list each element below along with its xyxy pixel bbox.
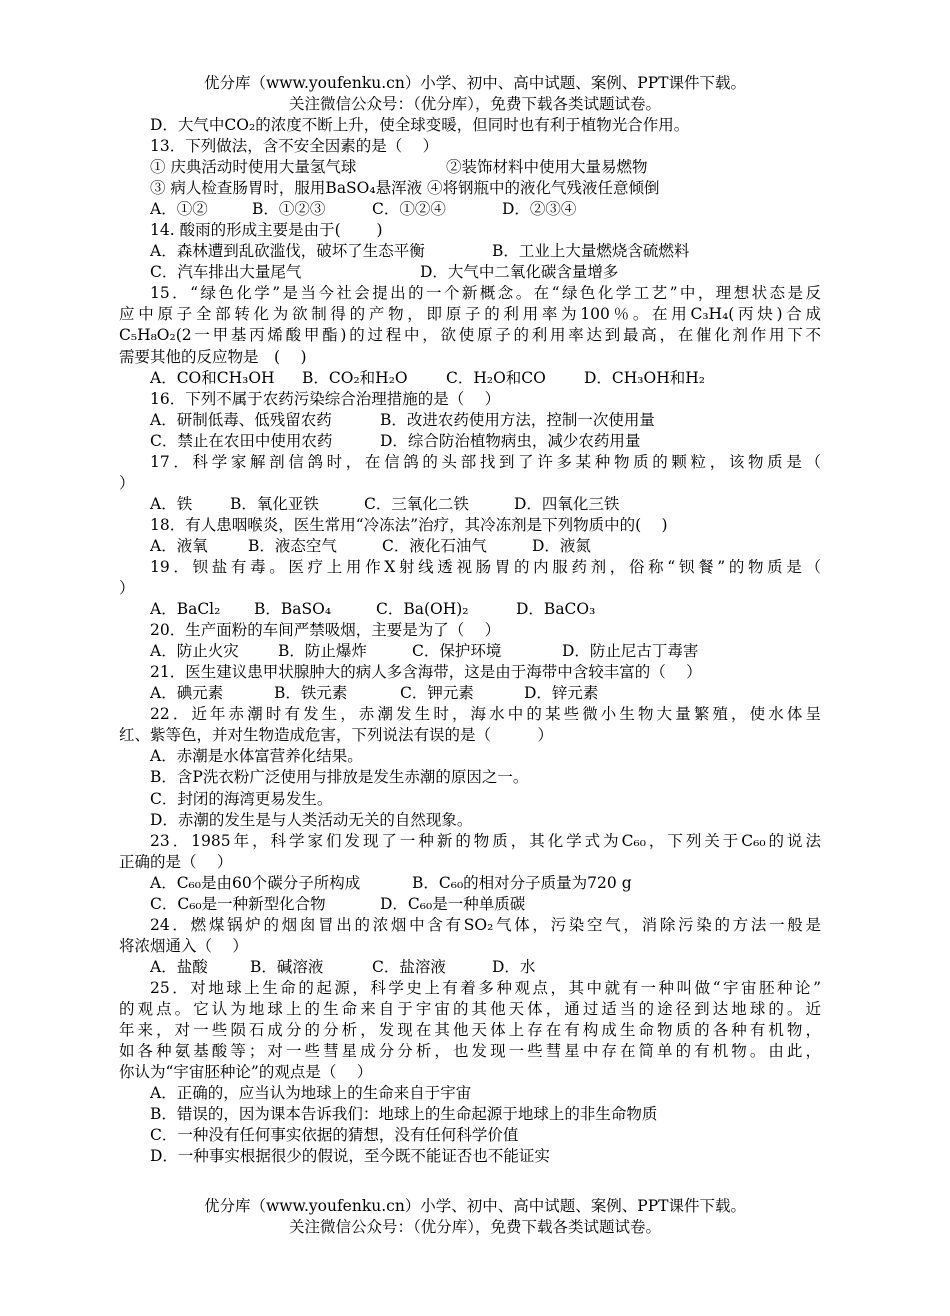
- q21-stem: 21．医生建议患甲状腺肿大的病人多含海带，这是由于海带中含较丰富的（ ）: [150, 663, 702, 682]
- q13-stem: 13．下列做法，含不安全因素的是（ ）: [150, 137, 439, 156]
- q23-line-1: 23．1985年，科学家们发现了一种新的物质，其化学式为C₆₀，下列关于C₆₀的说法: [150, 831, 821, 850]
- q25-line-2: 的观点。它认为地球上的生命来自于宇宙的其他天体，通过适当的途径到达地球的。近: [119, 999, 821, 1018]
- q14-option-d: D．大气中二氧化碳含量增多: [420, 263, 619, 282]
- q24-line-2: 将浓烟通入（ ）: [119, 936, 248, 955]
- q24-option-c: C．盐溶液: [372, 957, 446, 976]
- q24-line-1: 24．燃煤锅炉的烟囱冒出的浓烟中含有SO₂气体，污染空气，消除污染的方法一般是: [150, 915, 821, 934]
- q24-option-b: B．碱溶液: [250, 957, 324, 976]
- q15-options: [119, 368, 821, 389]
- q23-option-d: D．C₆₀是一种单质碳: [380, 894, 526, 913]
- q13-items-row1: [119, 157, 821, 178]
- q14-stem: 14. 酸雨的形成主要是由于( ): [150, 221, 383, 240]
- q19-option-d: D．BaCO₃: [516, 600, 596, 619]
- q14-option-b: B．工业上大量燃烧含硫燃料: [492, 242, 690, 261]
- q15-line-1: 15．“绿色化学”是当今社会提出的一个新概念。在“绿色化学工艺”中，理想状态是反: [150, 284, 821, 303]
- q23-option-a: A．C₆₀是由60个碳分子所构成: [150, 873, 361, 892]
- q20-options: [119, 641, 821, 662]
- q18-option-d: D．液氮: [532, 536, 591, 555]
- q19-option-a: A．BaCl₂: [150, 600, 221, 619]
- q22-option-a: A．赤潮是水体富营养化结果。: [150, 747, 363, 766]
- q14-option-a: A．森林遭到乱砍滥伐，破坏了生态平衡: [150, 242, 425, 261]
- q15-line-3: C₅H₈O₂(2一甲基丙烯酸甲酯)的过程中，欲使原子的利用率达到最高，在催化剂作用下不: [119, 326, 821, 345]
- q13-option-d: D．②③④: [502, 200, 577, 219]
- q17-option-b: B．氧化亚铁: [230, 494, 319, 513]
- q13-items-row2: [119, 178, 821, 199]
- q17-option-c: C．三氧化二铁: [364, 494, 469, 513]
- q25-line-3: 年来，对一些陨石成分的分析，发现在其他天体上存在有构成生命物质的各种有机物，: [119, 1021, 821, 1040]
- q20-option-c: C．保护环境: [412, 642, 502, 661]
- q19-line-1: 19．钡盐有毒。医疗上用作X射线透视肠胃的内服药剂，俗称“钡餐”的物质是（: [150, 557, 821, 576]
- q16-options-row2: [119, 431, 821, 452]
- q13-options: [119, 199, 821, 220]
- q16-option-b: B．改进农药使用方法，控制一次使用量: [380, 410, 655, 429]
- q13-option-c: C．①②④: [372, 200, 446, 219]
- q20-option-a: A．防止火灾: [150, 642, 239, 661]
- q17-options: [119, 494, 821, 515]
- q19-option-c: C．Ba(OH)₂: [376, 600, 469, 619]
- q25-line-1: 25．对地球上生命的起源，科学史上有着多种观点，其中就有一种叫做“宇宙胚种论”: [150, 978, 821, 997]
- q17-option-a: A．铁: [150, 494, 193, 513]
- q25-option-b: B．错误的，因为课本告诉我们：地球上的生命起源于地球上的非生命物质: [150, 1105, 658, 1124]
- q24-option-a: A．盐酸: [150, 957, 208, 976]
- q25-option-d: D．一种事实根据很少的假说，至今既不能证否也不能证实: [150, 1147, 550, 1166]
- q17-line-2: ）: [119, 473, 135, 492]
- q15-option-d: D．CH₃OH和H₂: [584, 368, 705, 387]
- q20-option-d: D．防止尼古丁毒害: [562, 642, 699, 661]
- q19-options: [119, 599, 821, 620]
- q16-option-c: C．禁止在农田中使用农药: [150, 431, 333, 450]
- q21-option-d: D．锌元素: [524, 684, 599, 703]
- q19-option-b: B．BaSO₄: [254, 600, 332, 619]
- question-body: [119, 115, 821, 1167]
- footer-line-2: 关注微信公众号：（优分库），免费下载各类试题试卷。: [288, 1218, 661, 1236]
- q18-option-c: C．液化石油气: [382, 536, 487, 555]
- q13-option-b: B．①②③: [252, 200, 326, 219]
- q16-stem: 16．下列不属于农药污染综合治理措施的是（ ）: [150, 389, 501, 408]
- q17-option-d: D．四氧化三铁: [514, 494, 620, 513]
- q15-option-c: C．H₂O和CO: [446, 368, 546, 387]
- q22-option-b: B．含P洗衣粉广泛使用与排放是发生赤潮的原因之一。: [150, 768, 529, 787]
- q23-options-row1: [119, 873, 821, 894]
- q16-options-row1: [119, 410, 821, 431]
- q14-options-row2: [119, 262, 821, 283]
- q18-stem: 18．有人患咽喉炎，医生常用“冷冻法”治疗，其冷冻剂是下列物质中的( ): [150, 515, 668, 534]
- q21-option-b: B．铁元素: [274, 684, 348, 703]
- q23-options-row2: [119, 894, 821, 915]
- q18-option-a: A．液氧: [150, 536, 208, 555]
- q25-line-4: 如各种氨基酸等；对一些彗星成分分析，也发现一些彗星中存在简单的有机物。由此，: [119, 1042, 821, 1061]
- q25-option-c: C．一种没有任何事实依据的猜想，没有任何科学价值: [150, 1126, 519, 1145]
- q24-option-d: D．水: [492, 957, 536, 976]
- q17-line-1: 17．科学家解剖信鸽时，在信鸽的头部找到了许多某种物质的颗粒，该物质是（: [150, 452, 821, 471]
- q22-option-c: C．封闭的海湾更易发生。: [150, 789, 333, 808]
- q18-options: [119, 536, 821, 557]
- q22-line-2: 红、紫等色，并对生物造成危害，下列说法有误的是（ ）: [119, 726, 554, 745]
- q21-option-a: A．碘元素: [150, 684, 224, 703]
- q14-option-c: C．汽车排出大量尾气: [150, 263, 302, 282]
- q13-item-4: ④将钢瓶中的液化气残液任意倾倒: [427, 179, 660, 198]
- q15-line-2: 应中原子全部转化为欲制得的产物，即原子的利用率为100％。在用C₃H₄(丙炔)合成: [119, 305, 821, 324]
- q22-option-d: D．赤潮的发生是与人类活动无关的自然现象。: [150, 810, 473, 829]
- q20-stem: 20．生产面粉的车间严禁吸烟，主要是为了（ ）: [150, 621, 501, 640]
- q13-item-1: ① 庆典活动时使用大量氢气球: [150, 158, 357, 177]
- q21-option-c: C．钾元素: [400, 684, 474, 703]
- q13-option-a: A．①②: [150, 200, 208, 219]
- q25-line-5: 你认为“宇宙胚种论”的观点是（ ）: [119, 1063, 373, 1082]
- q13-item-3: ③ 病人检查肠胃时，服用BaSO₄悬浑液: [150, 179, 423, 198]
- q21-options: [119, 683, 821, 704]
- page-header: [0, 73, 950, 115]
- q15-line-4: 需要其他的反应物是 ( ): [119, 347, 307, 366]
- header-line-2: 关注微信公众号：（优分库），免费下载各类试题试卷。: [288, 95, 661, 113]
- q23-option-b: B．C₆₀的相对分子质量为720 g: [412, 873, 632, 892]
- q15-option-b: B．CO₂和H₂O: [302, 368, 408, 387]
- q14-options-row1: [119, 241, 821, 262]
- q22-line-1: 22．近年赤潮时有发生，赤潮发生时，海水中的某些微小生物大量繁殖，使水体呈: [150, 705, 821, 724]
- q20-option-b: B．防止爆炸: [278, 642, 367, 661]
- q16-option-d: D．综合防治植物病虫，减少农药用量: [380, 431, 641, 450]
- q13-item-2: ②装饰材料中使用大量易燃物: [446, 158, 648, 177]
- page-footer: [0, 1196, 950, 1238]
- q25-option-a: A．正确的，应当认为地球上的生命来自于宇宙: [150, 1084, 472, 1103]
- q23-line-2: 正确的是（ ）: [119, 852, 233, 871]
- q12-option-d: D．大气中CO₂的浓度不断上升，使全球变暖，但同时也有利于植物光合作用。: [150, 116, 690, 134]
- q19-line-2: ）: [119, 579, 135, 598]
- q23-option-c: C．C₆₀是一种新型化合物: [150, 894, 326, 913]
- header-line-1: 优分库（www.youfenku.cn）小学、初中、高中试题、案例、PPT课件下载。: [203, 74, 747, 92]
- q15-option-a: A．CO和CH₃OH: [150, 368, 275, 387]
- q24-options: [119, 957, 821, 978]
- q16-option-a: A．研制低毒、低残留农药: [150, 410, 332, 429]
- q18-option-b: B．液态空气: [248, 536, 337, 555]
- footer-line-1: 优分库（www.youfenku.cn）小学、初中、高中试题、案例、PPT课件下载。: [203, 1197, 747, 1215]
